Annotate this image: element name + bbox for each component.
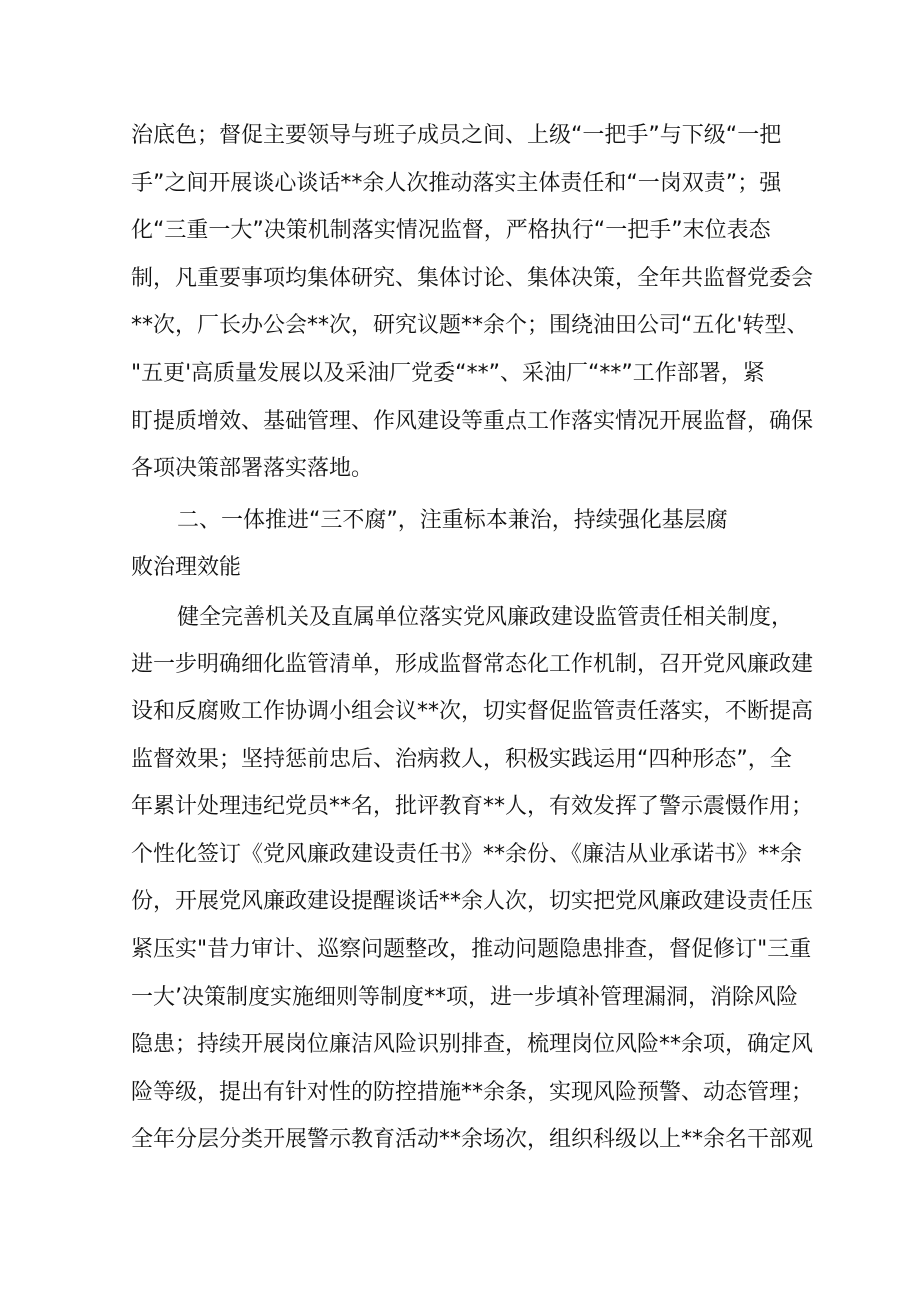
paragraph-line: 治底色；督促主要领导与班子成员之间、上级“一把手”与下级“一把 xyxy=(131,123,782,148)
section-heading: 二、一体推进“三不腐”，注重标本兼治，持续强化基层腐 xyxy=(177,508,728,533)
paragraph-line: 全年分层分类开展警示教育活动**余场次，组织科级以上**余名干部观 xyxy=(131,1127,814,1152)
paragraph-line: "五更'高质量发展以及采油厂党委“**”、采油厂“**”工作部署，紧 xyxy=(131,361,765,386)
paragraph-line: 一大’决策制度实施细则等制度**项，进一步填补管理漏洞，消除风险 xyxy=(131,985,798,1010)
paragraph-line: 设和反腐败工作协调小组会议**次，切实督促监管责任落实，不断提高 xyxy=(131,699,814,724)
paragraph-line: 进一步明确细化监管清单，形成监督常态化工作机制，召开党风廉政建 xyxy=(131,652,814,677)
paragraph-line: 手”之间开展谈心谈话**余人次推动落实主体责任和“一岗双责”；强 xyxy=(131,171,782,196)
paragraph-line: 隐患；持续开展岗位廉洁风险识别排查，梳理岗位风险**余项，确定风 xyxy=(131,1032,814,1057)
paragraph-line: 制，凡重要事项均集体研究、集体讨论、集体决策，全年共监督党委会 xyxy=(131,266,814,291)
paragraph-line: 紧压实"昔力审计、巡察问题整改，推动问题隐患排查，督促修订"三重 xyxy=(131,937,812,962)
paragraph-line: 各项决策部署落实落地。 xyxy=(131,456,374,481)
paragraph-line: 险等级，提出有针对性的防控措施**余条，实现风险预警、动态管理； xyxy=(131,1080,814,1105)
paragraph-line: **次，厂长办公会**次，研究议题**余个；围绕油田公司“五化'转型、 xyxy=(131,313,809,338)
paragraph-line: 年累计处理违纪党员**名，批评教育**人，有效发挥了警示震慑作用； xyxy=(131,794,814,819)
paragraph-line: 化“三重一大”决策机制落实情况监督，严格执行“一把手”末位表态 xyxy=(131,218,771,243)
paragraph-line: 份，开展党风廉政建设提醒谈话**余人次，切实把党风廉政建设责任压 xyxy=(131,889,814,914)
paragraph-line: 个性化签订《党风廉政建设责任书》**余份、《廉洁从业承诺书》**余 xyxy=(131,842,803,867)
paragraph-line: 健全完善机关及直属单位落实党风廉政建设监管责任相关制度， xyxy=(177,605,794,630)
section-heading-continuation: 败治理效能 xyxy=(131,555,242,580)
paragraph-line: 盯提质增效、基础管理、作风建设等重点工作落实情况开展监督，确保 xyxy=(131,409,814,434)
paragraph-line: 监督效果；坚持惩前忠后、治病救人，积极实践运用“四种形态”，全 xyxy=(131,747,792,772)
